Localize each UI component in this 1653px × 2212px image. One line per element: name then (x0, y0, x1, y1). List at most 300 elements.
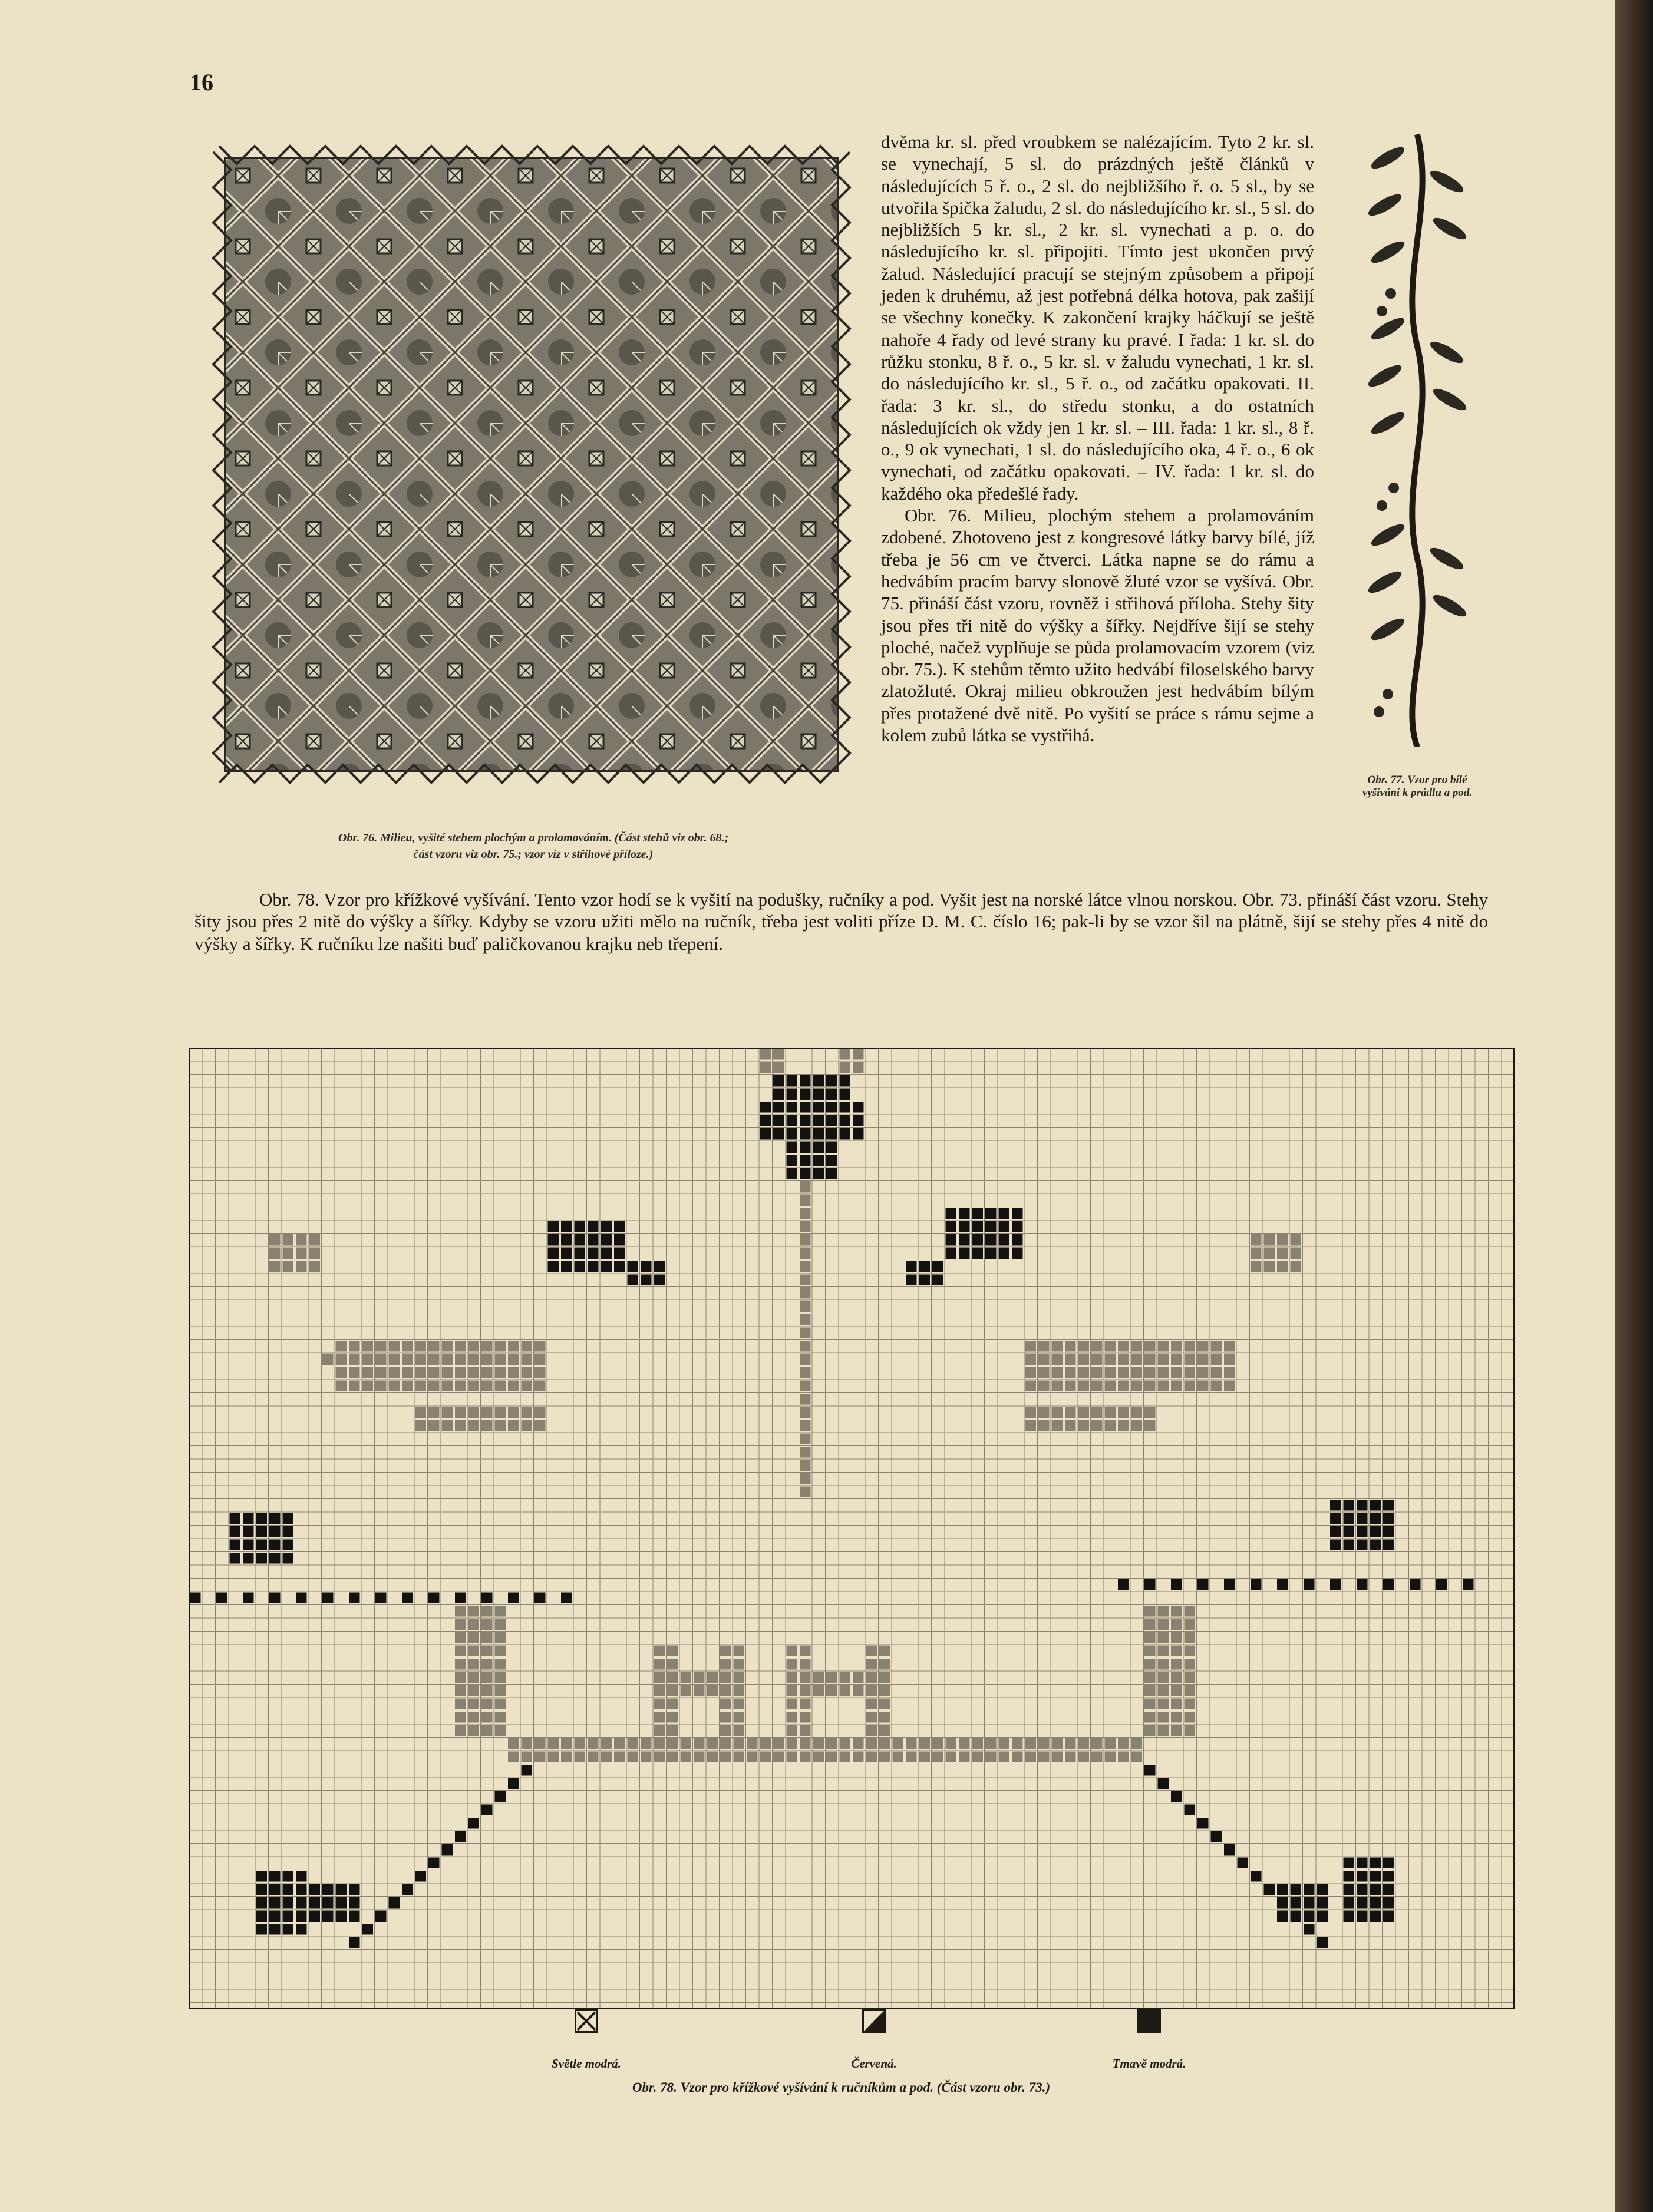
leaf-stitch (442, 1381, 453, 1392)
monogram-stitch (654, 1672, 665, 1683)
bird-stitch (1344, 1884, 1355, 1896)
leaf-stitch (1171, 1381, 1182, 1392)
bird-stitch (1291, 1884, 1302, 1896)
bud-stitch (614, 1234, 625, 1246)
branch-stitch (481, 1593, 493, 1604)
bird-stitch (269, 1924, 281, 1935)
leaf-stitch (375, 1381, 387, 1392)
leaf-stitch (1118, 1381, 1129, 1392)
leaf-stitch (1052, 1407, 1063, 1418)
monogram-stitch (826, 1685, 837, 1696)
side-flower-stitch (1370, 1540, 1381, 1551)
bird-stitch (1304, 1884, 1315, 1896)
branch-stitch (216, 1593, 227, 1604)
bud-stitch (906, 1261, 917, 1272)
wreath-stitch (481, 1646, 493, 1657)
wreath-stitch (1144, 1632, 1156, 1643)
wreath-stitch (522, 1752, 533, 1763)
trail-stitch (349, 1937, 360, 1949)
wreath-stitch (1185, 1725, 1196, 1736)
leaf-stitch (336, 1381, 347, 1392)
side-flower-stitch (1383, 1513, 1394, 1524)
leaf-stitch (1038, 1341, 1050, 1352)
monogram-stitch (681, 1685, 692, 1696)
leaf-stitch (402, 1367, 413, 1378)
flower-stitch (787, 1128, 798, 1140)
leaf-stitch (522, 1367, 533, 1378)
monogram-stitch (654, 1712, 665, 1723)
leaf-stitch (1025, 1381, 1037, 1392)
leaf-stitch (1144, 1407, 1156, 1418)
monogram-stitch (681, 1672, 692, 1683)
petal-stitch (773, 1062, 784, 1074)
wreath-stitch (1158, 1619, 1169, 1630)
side-flower-stitch (1344, 1513, 1355, 1524)
leaf-stitch (1025, 1341, 1037, 1352)
side-flower-stitch (243, 1553, 254, 1564)
leaf-stitch (1131, 1381, 1143, 1392)
leaf-stitch (415, 1354, 427, 1365)
butterfly-stitch (296, 1234, 307, 1246)
wreath-stitch (1012, 1738, 1023, 1749)
leaf-stitch (322, 1354, 334, 1365)
bud-stitch (959, 1221, 970, 1233)
wreath-stitch (1158, 1712, 1169, 1723)
wreath-stitch (853, 1752, 864, 1763)
monogram-stitch (734, 1659, 745, 1670)
leaf-stitch (1185, 1341, 1196, 1352)
stem-stitch (800, 1181, 811, 1193)
figure-76-caption-line2: část vzoru viz obr. 75.; vzor viz v střihové příloze.) (413, 848, 654, 861)
flower-stitch (800, 1142, 811, 1153)
half-filled-box-icon (862, 2009, 886, 2033)
wreath-stitch (1144, 1725, 1156, 1736)
wreath-stitch (455, 1672, 466, 1683)
stem-stitch (800, 1487, 811, 1498)
leaf-stitch (362, 1341, 374, 1352)
wreath-stitch (654, 1752, 665, 1763)
wreath-stitch (455, 1606, 466, 1617)
leaf-stitch (1197, 1354, 1209, 1365)
monogram-stitch (734, 1712, 745, 1723)
leaf-stitch (1185, 1381, 1196, 1392)
wreath-stitch (1171, 1619, 1182, 1630)
bird-stitch (283, 1924, 294, 1935)
leaf-stitch (1118, 1367, 1129, 1378)
wreath-stitch (481, 1672, 493, 1683)
wreath-stitch (1105, 1738, 1116, 1749)
leaf-stitch (1158, 1367, 1169, 1378)
branch-stitch (1197, 1579, 1209, 1590)
leaf-stitch (1105, 1407, 1116, 1418)
wreath-stitch (481, 1699, 493, 1710)
branch-stitch (1410, 1579, 1421, 1590)
wreath-stitch (588, 1738, 599, 1749)
bird-stitch (256, 1884, 268, 1896)
stem-stitch (800, 1381, 811, 1392)
leaf-stitch (1038, 1381, 1050, 1392)
bud-stitch (1012, 1248, 1023, 1259)
leaf-stitch (1224, 1381, 1235, 1392)
monogram-stitch (707, 1672, 718, 1683)
leaf-stitch (349, 1381, 360, 1392)
wreath-stitch (1171, 1685, 1182, 1696)
wreath-stitch (1158, 1672, 1169, 1683)
trail-stitch (375, 1911, 387, 1922)
wreath-stitch (813, 1752, 824, 1763)
bud-stitch (999, 1208, 1010, 1219)
flower-stitch (813, 1155, 824, 1166)
flower-stitch (840, 1102, 851, 1113)
butterfly-stitch (309, 1261, 321, 1272)
monogram-stitch (800, 1685, 811, 1696)
trail-stitch (495, 1791, 506, 1802)
bird-stitch (309, 1911, 321, 1922)
branch-stitch (1224, 1579, 1235, 1590)
bird-stitch (296, 1911, 307, 1922)
leaf-stitch (428, 1367, 440, 1378)
leaf-stitch (1091, 1367, 1103, 1378)
side-flower-stitch (256, 1513, 268, 1524)
leaf-stitch (481, 1420, 493, 1431)
wreath-stitch (468, 1699, 480, 1710)
leaf-stitch (402, 1341, 413, 1352)
wreath-stitch (1144, 1712, 1156, 1723)
flower-stitch (773, 1115, 784, 1127)
flower-stitch (773, 1075, 784, 1087)
wreath-stitch (985, 1738, 997, 1749)
wreath-stitch (1185, 1619, 1196, 1630)
side-flower-stitch (243, 1526, 254, 1537)
bird-stitch (296, 1924, 307, 1935)
leaf-stitch (1211, 1354, 1222, 1365)
wreath-stitch (906, 1738, 917, 1749)
leaf-stitch (402, 1381, 413, 1392)
leaf-stitch (1105, 1341, 1116, 1352)
leaf-stitch (415, 1341, 427, 1352)
wreath-stitch (1185, 1659, 1196, 1670)
leaf-stitch (375, 1354, 387, 1365)
petal-stitch (760, 1049, 771, 1060)
branch-stitch (1251, 1579, 1262, 1590)
bird-stitch (1357, 1884, 1368, 1896)
bud-stitch (932, 1275, 943, 1286)
bird-stitch (1383, 1897, 1394, 1909)
bud-stitch (575, 1234, 586, 1246)
branch-stitch (508, 1593, 519, 1604)
leaf-stitch (428, 1354, 440, 1365)
legend-light-blue (498, 2009, 675, 2071)
wreath-stitch (575, 1738, 586, 1749)
side-flower-stitch (1370, 1500, 1381, 1511)
leaf-stitch (1185, 1367, 1196, 1378)
monogram-stitch (800, 1672, 811, 1683)
wreath-stitch (840, 1752, 851, 1763)
leaf-stitch (1131, 1420, 1143, 1431)
wreath-stitch (468, 1646, 480, 1657)
branch-stitch (1436, 1579, 1447, 1590)
monogram-stitch (879, 1646, 890, 1657)
wreath-stitch (760, 1738, 771, 1749)
stem-stitch (800, 1420, 811, 1431)
leaf-stitch (522, 1341, 533, 1352)
wreath-stitch (1078, 1752, 1090, 1763)
bird-stitch (336, 1884, 347, 1896)
monogram-stitch (787, 1685, 798, 1696)
branch-stitch (375, 1593, 387, 1604)
bud-stitch (614, 1261, 625, 1272)
wreath-stitch (853, 1738, 864, 1749)
wreath-stitch (879, 1752, 890, 1763)
monogram-stitch (720, 1738, 731, 1749)
leaf-stitch (1091, 1381, 1103, 1392)
wreath-stitch (1158, 1632, 1169, 1643)
wreath-stitch (495, 1646, 506, 1657)
stem-stitch (800, 1208, 811, 1219)
wreath-stitch (455, 1685, 466, 1696)
wreath-stitch (667, 1752, 678, 1763)
branch-stitch (1357, 1579, 1368, 1590)
leaf-stitch (336, 1341, 347, 1352)
wreath-stitch (747, 1738, 758, 1749)
leaf-stitch (1118, 1341, 1129, 1352)
wreath-stitch (1144, 1606, 1156, 1617)
petal-stitch (853, 1049, 864, 1060)
wreath-stitch (773, 1738, 784, 1749)
flower-stitch (773, 1128, 784, 1140)
flower-stitch (787, 1089, 798, 1100)
wreath-stitch (999, 1752, 1010, 1763)
wreath-stitch (614, 1738, 625, 1749)
bird-stitch (269, 1911, 281, 1922)
branch-stitch (1118, 1579, 1129, 1590)
bud-stitch (548, 1221, 559, 1233)
leaf-stitch (402, 1354, 413, 1365)
flower-stitch (773, 1089, 784, 1100)
leaf-stitch (1025, 1420, 1037, 1431)
wreath-stitch (972, 1752, 984, 1763)
wreath-stitch (628, 1752, 639, 1763)
leaf-stitch (1065, 1381, 1076, 1392)
wreath-stitch (455, 1699, 466, 1710)
bud-stitch (999, 1234, 1010, 1246)
monogram-stitch (667, 1725, 678, 1736)
trail-stitch (1158, 1778, 1169, 1790)
wreath-stitch (481, 1712, 493, 1723)
flower-stitch (826, 1168, 837, 1180)
monogram-stitch (787, 1699, 798, 1710)
leaf-stitch (1091, 1341, 1103, 1352)
butterfly-stitch (296, 1248, 307, 1259)
leaf-stitch (1105, 1381, 1116, 1392)
wreath-stitch (601, 1752, 612, 1763)
monogram-stitch (654, 1646, 665, 1657)
wreath-stitch (893, 1738, 904, 1749)
flower-stitch (800, 1089, 811, 1100)
wreath-stitch (1091, 1738, 1103, 1749)
trail-stitch (1144, 1765, 1156, 1776)
leaf-stitch (468, 1354, 480, 1365)
wreath-stitch (1171, 1606, 1182, 1617)
petal-stitch (773, 1049, 784, 1060)
leaf-stitch (389, 1354, 400, 1365)
side-flower-stitch (1357, 1500, 1368, 1511)
bud-stitch (906, 1275, 917, 1286)
wreath-stitch (575, 1752, 586, 1763)
leaf-stitch (1052, 1367, 1063, 1378)
leaf-stitch (442, 1420, 453, 1431)
side-flower-stitch (269, 1513, 281, 1524)
wreath-stitch (481, 1659, 493, 1670)
wreath-stitch (1185, 1712, 1196, 1723)
trail-stitch (1211, 1831, 1222, 1843)
bird-stitch (296, 1871, 307, 1882)
leaf-stitch (495, 1407, 506, 1418)
bird-stitch (1344, 1871, 1355, 1882)
wreath-stitch (1144, 1619, 1156, 1630)
wreath-stitch (1158, 1646, 1169, 1657)
branch-stitch (322, 1593, 334, 1604)
branch-stitch (534, 1593, 546, 1604)
monogram-stitch (866, 1712, 877, 1723)
wreath-stitch (1038, 1752, 1050, 1763)
bird-stitch (256, 1871, 268, 1882)
wreath-stitch (959, 1738, 970, 1749)
bird-stitch (1357, 1871, 1368, 1882)
leaf-stitch (1038, 1354, 1050, 1365)
leaf-stitch (1144, 1381, 1156, 1392)
flower-stitch (800, 1075, 811, 1087)
leaf-stitch (1118, 1420, 1129, 1431)
wreath-stitch (681, 1738, 692, 1749)
side-flower-stitch (283, 1526, 294, 1537)
wreath-stitch (1025, 1738, 1037, 1749)
bird-stitch (322, 1911, 334, 1922)
figure-78-caption: Obr. 78. Vzor pro křížkové vyšívání k ručníkům a pod. (Část vzoru obr. 73.) (632, 2080, 1051, 2095)
side-flower-stitch (230, 1526, 241, 1537)
leaf-stitch (1038, 1407, 1050, 1418)
flower-stitch (813, 1115, 824, 1127)
stem-stitch (800, 1407, 811, 1418)
bird-stitch (1277, 1884, 1288, 1896)
leaf-stitch (522, 1354, 533, 1365)
wreath-stitch (481, 1606, 493, 1617)
bird-stitch (1277, 1911, 1288, 1922)
monogram-stitch (866, 1646, 877, 1657)
instruction-column (881, 131, 1314, 746)
leaf-stitch (1197, 1341, 1209, 1352)
bird-stitch (1357, 1858, 1368, 1869)
wreath-stitch (561, 1738, 572, 1749)
monogram-stitch (800, 1738, 811, 1749)
bird-stitch (349, 1884, 360, 1896)
flower-stitch (760, 1115, 771, 1127)
monogram-stitch (866, 1699, 877, 1710)
leaf-stitch (455, 1341, 466, 1352)
bird-stitch (1370, 1897, 1381, 1909)
wreath-stitch (1052, 1738, 1063, 1749)
stem-stitch (800, 1434, 811, 1445)
flower-stitch (813, 1142, 824, 1153)
monogram-stitch (667, 1712, 678, 1723)
legend-dark-blue-label: Tmavě modrá. (1112, 2056, 1186, 2071)
wreath-stitch (495, 1685, 506, 1696)
leaf-stitch (1131, 1354, 1143, 1365)
side-flower-stitch (283, 1553, 294, 1564)
wreath-stitch (495, 1672, 506, 1683)
leaf-stitch (1052, 1341, 1063, 1352)
leaf-stitch (1171, 1367, 1182, 1378)
branch-stitch (269, 1593, 281, 1604)
leaf-stitch (1171, 1354, 1182, 1365)
bird-stitch (1317, 1911, 1328, 1922)
wreath-stitch (773, 1752, 784, 1763)
wreath-stitch (1144, 1646, 1156, 1657)
bird-stitch (1370, 1884, 1381, 1896)
bud-stitch (588, 1221, 599, 1233)
monogram-stitch (787, 1672, 798, 1683)
bird-stitch (283, 1897, 294, 1909)
leaf-stitch (1091, 1407, 1103, 1418)
wreath-stitch (1065, 1752, 1076, 1763)
bud-stitch (959, 1208, 970, 1219)
bud-stitch (575, 1261, 586, 1272)
leaf-stitch (415, 1381, 427, 1392)
monogram-stitch (654, 1659, 665, 1670)
trail-stitch (1291, 1911, 1302, 1922)
bud-stitch (601, 1221, 612, 1233)
butterfly-stitch (283, 1261, 294, 1272)
leaf-stitch (336, 1367, 347, 1378)
bud-stitch (575, 1221, 586, 1233)
bird-stitch (1383, 1911, 1394, 1922)
monogram-stitch (840, 1672, 851, 1683)
monogram-stitch (667, 1685, 678, 1696)
leaf-stitch (442, 1341, 453, 1352)
side-flower-stitch (230, 1553, 241, 1564)
flower-stitch (760, 1102, 771, 1113)
flower-stitch (813, 1089, 824, 1100)
leaf-stitch (389, 1367, 400, 1378)
wreath-stitch (495, 1659, 506, 1670)
monogram-stitch (787, 1725, 798, 1736)
bird-stitch (1383, 1884, 1394, 1896)
branch-stitch (428, 1593, 440, 1604)
branch-stitch (561, 1593, 572, 1604)
bird-stitch (309, 1897, 321, 1909)
bird-stitch (1317, 1884, 1328, 1896)
bird-stitch (1317, 1897, 1328, 1909)
leaf-stitch (1078, 1341, 1090, 1352)
wreath-stitch (1105, 1752, 1116, 1763)
crochet-instructions-paragraph: dvěma kr. sl. před vroubkem se nalézajícím. Tyto 2 kr. sl. se vynechají, 5 sl. do prázdných ještě článků v následujících 5 ř. o., 2 sl. do nejbližšího ř. o. 5 sl., by se utvořila špička žaludu, 2 sl. do následujícího kr. sl., 5 sl. do nejbližších 5 kr. sl., 2 kr. sl. vynechati a p. o. do následujícího kr. sl. připojiti. Tímto jest ukončen prvý žalud. Následující pracují se stejným způsobem a připojí jeden k druhému, až jest potřebná délka hotova, pak zašijí se všechny konečky. K zakončení krajky háčkují se ještě nahoře 4 řady od levé strany ku pravé. I řada: 1 kr. sl. do růžku stonku, 8 ř. o., 5 kr. sl. v žaludu vynechati, 1 kr. sl. do následujícího kr. sl., 5 ř. o., od začátku opakovati. II. řada: 3 kr. sl., do středu stonku, a do ostatních následujících ok vždy jen 1 kr. sl. – III. řada: 1 kr. sl., 8 ř. o., 9 ok vynechati, 1 sl. do následujícího oka, 4 ř. o., 6 ok vynechati, od začátku opakovati. – IV. řada: 1 kr. sl. do každého oka předešlé řady. (881, 131, 1314, 504)
leaf-stitch (1065, 1367, 1076, 1378)
petal-stitch (853, 1062, 864, 1074)
leaf-stitch (428, 1420, 440, 1431)
side-flower-stitch (1370, 1526, 1381, 1537)
side-flower-stitch (1344, 1526, 1355, 1537)
stem-stitch (800, 1341, 811, 1352)
trail-stitch (428, 1858, 440, 1869)
leaf-stitch (375, 1341, 387, 1352)
bud-stitch (999, 1248, 1010, 1259)
wreath-stitch (1144, 1672, 1156, 1683)
stem-stitch (800, 1354, 811, 1365)
bird-stitch (336, 1911, 347, 1922)
figure-76-milieu-image (207, 140, 856, 788)
stem-stitch (800, 1447, 811, 1458)
leaf-stitch (1224, 1354, 1235, 1365)
